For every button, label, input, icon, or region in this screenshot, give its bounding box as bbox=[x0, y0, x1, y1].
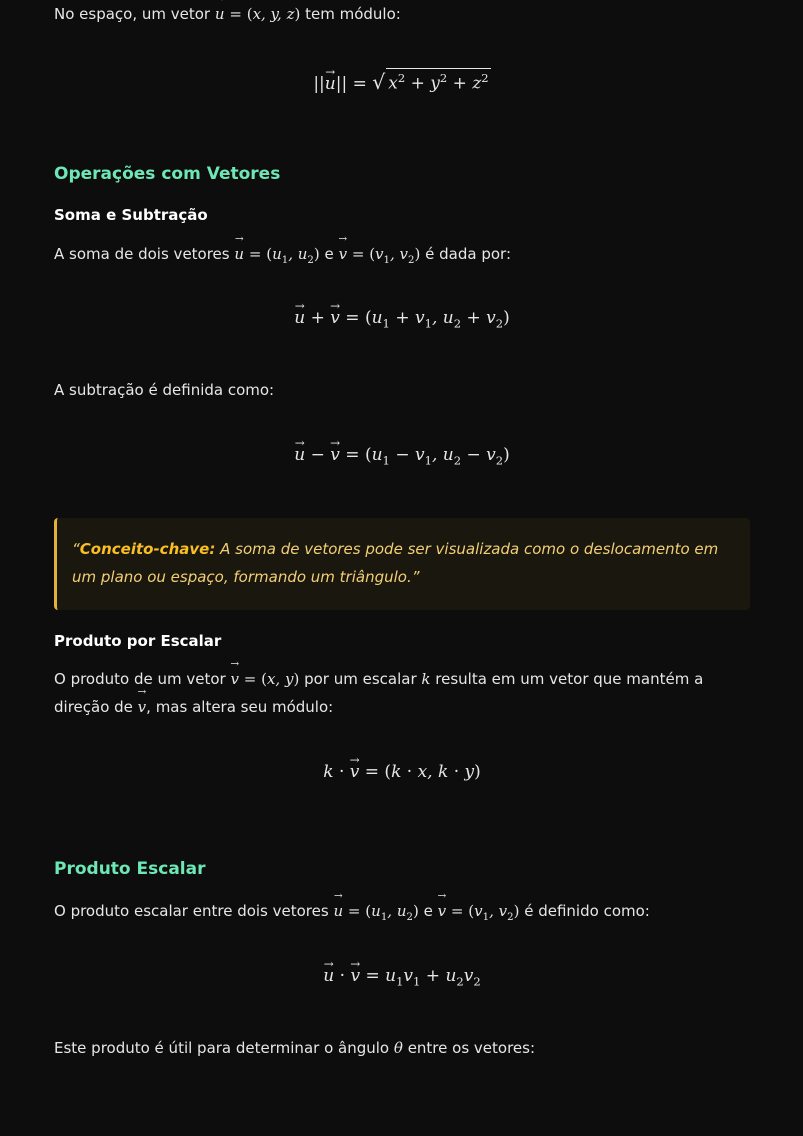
dot-text: O produto escalar entre dois vetores bbox=[54, 902, 329, 920]
sum-formula: → u + → $v = (u_1 + v_1$, $u_2 + v_2$) bbox=[54, 308, 750, 330]
scalar-text-4: , mas altera seu módulo: bbox=[146, 698, 334, 716]
intro-paragraph bbox=[54, 0, 750, 28]
key-concept-callout bbox=[54, 518, 750, 610]
intro-text-after: tem módulo: bbox=[305, 5, 401, 23]
intro-text: No espaço, um vetor bbox=[54, 5, 211, 23]
scalar-text-1: O produto de um vetor bbox=[54, 670, 226, 688]
section-title-dot-product: Produto Escalar bbox=[54, 859, 206, 879]
dot-vector-u-def: → $u = (u_1$, $u_2$) bbox=[333, 902, 418, 920]
scalar-text-3: resulta em um vetor que mantém a direção de bbox=[54, 670, 704, 716]
connector-text: e bbox=[324, 245, 334, 263]
dot-connector: e bbox=[423, 902, 433, 920]
open-quote: “ bbox=[72, 540, 80, 558]
dot-product-formula: → u · → $v = u_1v_1 + u_2v_2$ bbox=[54, 966, 750, 988]
sum-paragraph bbox=[54, 240, 750, 275]
dot-text-after: é definido como: bbox=[524, 902, 650, 920]
dot-product-paragraph bbox=[54, 897, 750, 932]
sum-text: A soma de dois vetores bbox=[54, 245, 230, 263]
vector-v-symbol: → v bbox=[138, 698, 146, 716]
section-title-operations: Operações com Vetores bbox=[54, 164, 281, 184]
magnitude-formula: ||→ u|| = √ $x^2 + y^2 + z^2$ bbox=[54, 68, 750, 94]
scalar-product-paragraph bbox=[54, 665, 750, 721]
close-quote: ” bbox=[411, 568, 420, 586]
angle-text: Este produto é útil para determinar o ângulo bbox=[54, 1039, 390, 1057]
angle-paragraph bbox=[54, 1034, 750, 1062]
scalar-k: k bbox=[421, 670, 431, 688]
callout-text: A soma de vetores pode ser visualizada como o deslocamento em um plano ou espaço, formando um triângulo. bbox=[72, 540, 719, 586]
subsection-title-scalar-product: Produto por Escalar bbox=[54, 632, 222, 650]
vector-u-def: → $u = (u_1$, $u_2$) bbox=[234, 245, 319, 263]
theta-symbol: θ bbox=[393, 1039, 403, 1057]
vector-v-xy-def: → v = (x, y) bbox=[230, 670, 299, 688]
scalar-product-formula: k · → v = (k · x, k · y) bbox=[54, 762, 750, 782]
subtraction-text: A subtração é definida como: bbox=[54, 381, 275, 399]
angle-text-after: entre os vetores: bbox=[407, 1039, 535, 1057]
subtraction-formula: → u − → $v = (u_1 - v_1$, $u_2 - v_2$) bbox=[54, 445, 750, 467]
sum-text-after: é dada por: bbox=[425, 245, 512, 263]
dot-vector-v-def: → $v = (v_1$, $v_2$) bbox=[438, 902, 520, 920]
vector-u-definition: → u = (x, y, z) bbox=[215, 5, 300, 23]
scalar-text-2: por um escalar bbox=[304, 670, 417, 688]
callout-label: Conceito-chave: bbox=[79, 540, 216, 558]
vector-v-def: → $v = (v_1$, $v_2$) bbox=[339, 245, 421, 263]
subsection-title-sum-subtraction: Soma e Subtração bbox=[54, 206, 208, 224]
